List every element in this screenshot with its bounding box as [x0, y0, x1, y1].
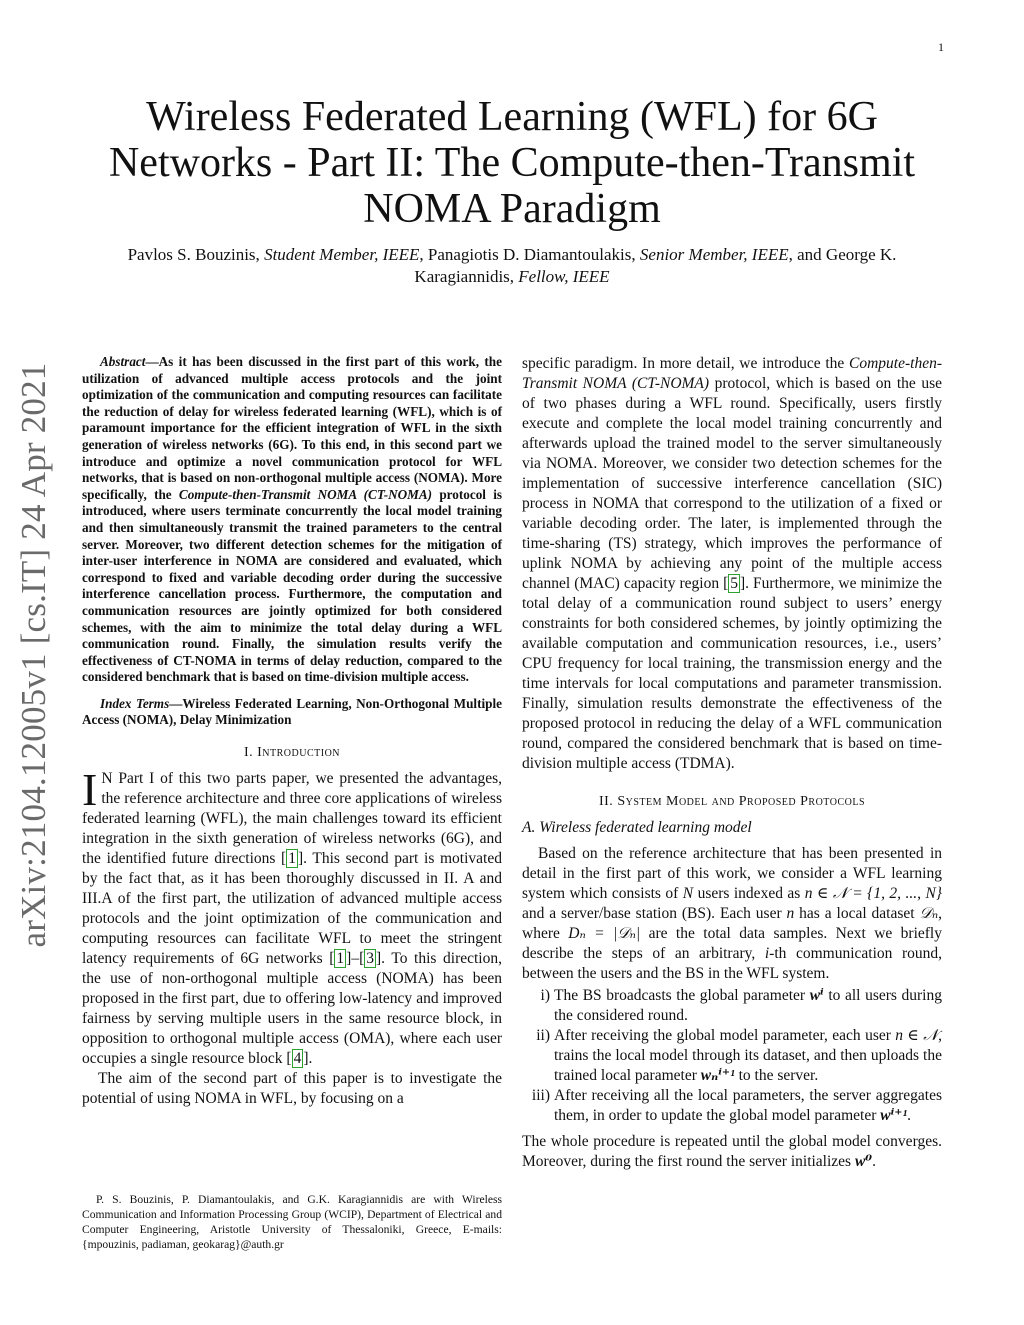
step-text-b: . [907, 1107, 912, 1124]
section-heading-introduction [82, 743, 502, 763]
citation-link-3[interactable]: 3 [366, 950, 374, 968]
closing-text-b: . [872, 1153, 876, 1170]
sm-text-e: , where [522, 905, 942, 942]
math-dataset-size: Dₙ = |𝒟ₙ| [568, 925, 641, 942]
title-line-1: Wireless Federated Learning (WFL) for 6G [146, 94, 878, 140]
author-1-role: Student Member, IEEE [264, 245, 420, 264]
abstract-dash: — [145, 354, 159, 369]
step-number: i) [540, 987, 550, 1004]
drop-cap: I [82, 764, 98, 816]
index-terms [82, 696, 502, 729]
round-steps-list [522, 986, 942, 1126]
closing-paragraph [522, 1132, 942, 1172]
step-number: ii) [536, 1027, 550, 1044]
title-line-2: Networks - Part II: The Compute-then-Transmit [108, 140, 916, 186]
sm-text-d: has a local dataset [794, 905, 920, 922]
citation-link-1b[interactable]: 1 [336, 950, 345, 968]
author-2: , Panagiotis D. Diamantoulakis, [419, 245, 636, 264]
left-column [82, 354, 502, 1109]
index-terms-lead: Index Terms [100, 695, 170, 711]
step-number: iii) [531, 1087, 550, 1104]
abstract-protocol-name: Compute-then-Transmit NOMA (CT-NOMA) [178, 486, 433, 502]
protocol-name: Compute-then-Transmit NOMA (CT-NOMA) [522, 355, 942, 392]
author-1: Pavlos S. Bouzinis, [127, 245, 260, 264]
list-item [522, 1086, 942, 1126]
sm-text-f: are the total data samples. Next we briefly describe the steps of an arbitrary, [522, 925, 942, 962]
intro-text-a: N Part I of this two parts paper, we presented the advantages, the reference architecture and three core applications of wireless federated learning (WFL), the main challenges toward its efficient integration in the sixth generation of wireless networks (6G), and the identified future directions [ [82, 770, 502, 868]
arxiv-stamp [14, 0, 54, 1325]
abstract-text-2: protocol is introduced, where users terminate concurrently the local model training and then simultaneously transmit the trained parameters to the central server. Moreover, two different detection schemes for the mitigation of inter-user interference in NOMA are considered and evaluated, which correspond to fixed and variable decoding order during the successive interference cancellation process. Furthermore, the computation and communication resources are jointly optimized for both considered schemes, with the aim to minimize the total delay during a WFL communication round. Finally, the simulation results verify the effectiveness of CT-NOMA in terms of delay reduction, compared to the considered benchmark that is based on time-division multiple access. [82, 486, 502, 685]
step-text-b: to all users during the considered round. [554, 987, 942, 1024]
step-text: After receiving all the local parameters, the server aggregates them, in order to update the global model parameter [554, 1087, 942, 1124]
arxiv-stamp-text: arXiv:2104.12005v1 [cs.IT] 24 Apr 2021 [14, 362, 53, 948]
author-affiliation-footnote: P. S. Bouzinis, P. Diamantoulakis, and G.K. Karagiannidis are with Wireless Communication and Information Processing Group (WCIP), Department of Electrical and Computer Engineering, Aristotle University of Thessaloniki, Greece, E-mails: {mpouzinis, padiaman, geokarag}@auth.gr [82, 1193, 502, 1251]
subsection-heading: A. Wireless federated learning model [522, 819, 752, 836]
closing-text-a: The whole procedure is repeated until the global model converges. Moreover, during the first round the server initializes [522, 1133, 942, 1170]
intro-text-c: ]–[ [346, 950, 365, 968]
author-2-role: Senior Member, IEEE [639, 245, 789, 264]
abstract-lead: Abstract [100, 354, 146, 369]
right-column [522, 354, 942, 1172]
right-paragraph-1 [522, 354, 942, 774]
intro-text-e: ]. [303, 1050, 313, 1068]
sm-text-c: and a server/base station (BS). Each user [522, 905, 787, 922]
sm-text-b: users indexed as [693, 885, 805, 902]
author-3-role: Fellow, IEEE [518, 267, 610, 286]
intro-paragraph-2: The aim of the second part of this paper is to investigate the potential of using NOMA in WFL, by focusing on a [82, 1070, 502, 1108]
sm-text-a: Based on the reference architecture that has been presented in detail in the first part of this work, we consider a WFL learning system which consists of [522, 845, 942, 902]
math-user-membership: n ∈ 𝒩 [895, 1027, 939, 1044]
math-local-param: wₙⁱ⁺¹ [700, 1067, 735, 1084]
citation-link-5[interactable]: 5 [730, 575, 739, 592]
system-model-paragraph [522, 844, 942, 984]
right-text-b: protocol, which is based on the use of two phases during a WFL round. Specifically, users firstly execute and complete the local model training concurrently and afterwards upload the trained model to the server simultaneously via NOMA. Moreover, we consider two detection schemes for the implementation of successive interference cancellation (SIC) process in NOMA that correspond to the utilization of a fixed or variable decoding order. The later, is implemented through the time-sharing (TS) strategy, which improves the performance of uplink NOMA by achieving any point of the multiple access channel (MAC) capacity region [ [522, 375, 942, 592]
title-line-3: NOMA Paradigm [363, 186, 661, 232]
step-text: After receiving the global model parameter, each user [554, 1027, 896, 1044]
abstract-text-1: As it has been discussed in the first part of this work, the utilization of advanced multiple access protocols and the joint optimization of the communication and computing resources can facilitate the reduction of delay for wireless federated learning (WFL), which is of paramount importance for the efficient integration of WFL in the sixth generation of wireless networks (6G). To this end, in this second part we introduce and optimize a novel communication protocol for WFL networks, that is based on non-orthogonal multiple access (NOMA). More specifically, the [82, 354, 502, 502]
right-text-c: ]. Furthermore, we minimize the total delay of a communication round subject to users’ energy constraints for both considered schemes, by jointly optimizing the available computation and communication resources, i.e., users’ CPU frequency for local training, the transmission energy and the time intervals for local computations and parameter transmission. Finally, simulation results demonstrate the effectiveness of the proposed protocol in reducing the delay of a WFL communication round, compared the considered benchmark that is based on time-division multiple access (TDMA). [522, 575, 942, 772]
section-1-numeral: I. [243, 745, 254, 761]
list-item [522, 986, 942, 1026]
math-dataset: 𝒟ₙ [919, 905, 939, 922]
abstract [82, 354, 502, 686]
author-3: , and George K. Karagiannidis, [414, 245, 897, 286]
math-updated-global-param: wⁱ⁺¹ [880, 1107, 908, 1124]
step-text-b: , trains the local model through its dataset, and then uploads the trained local parameter [554, 1027, 942, 1084]
section-heading-system-model [522, 792, 942, 812]
intro-paragraph-1 [82, 764, 502, 1069]
section-1-title: Introduction [257, 745, 341, 761]
citation-link-4[interactable]: 4 [293, 1050, 302, 1068]
index-terms-text: —Wireless Federated Learning, Non-Orthogonal Multiple Access (NOMA), Delay Minimization [82, 695, 502, 728]
math-N: N [682, 885, 694, 902]
math-i: i [764, 945, 770, 962]
sm-text-g: -th communication round, between the users and the BS in the WFL system. [522, 945, 942, 982]
citation-link-1[interactable]: 1 [288, 850, 296, 868]
page-number: 1 [938, 40, 944, 54]
step-text: The BS broadcasts the global parameter [554, 987, 810, 1004]
math-global-param: wⁱ [809, 987, 824, 1004]
step-text-c: to the server. [734, 1067, 819, 1084]
intro-text-d: ]. To this direction, the use of non-orthogonal multiple access (NOMA) has been proposed in the first part, due to offering low-latency and improved fairness by serving multiple users in the same resource block, in opposition to orthogonal multiple access (OMA), where each user occupies a single resource block [ [82, 950, 502, 1068]
math-user-set: n ∈ 𝒩 = {1, 2, ..., N} [804, 885, 942, 902]
author-list [80, 244, 944, 288]
right-text-a: specific paradigm. In more detail, we introduce the [522, 355, 850, 372]
list-item [522, 1026, 942, 1086]
math-n: n [786, 905, 795, 922]
intro-text-b: ]. This second part is motivated by the fact that, as it has been thoroughly discussed in II. A and III.A of the first part, the utilization of advanced multiple access protocols and the joint optimization of the communication and computing resources can facilitate WFL to meet the stringent latency requirements of 6G networks [ [82, 850, 502, 968]
paper-title [95, 94, 929, 232]
section-2-title: System Model and Proposed Protocols [617, 794, 866, 809]
section-2-numeral: II. [598, 794, 614, 809]
math-initial-param: w⁰ [854, 1153, 873, 1170]
